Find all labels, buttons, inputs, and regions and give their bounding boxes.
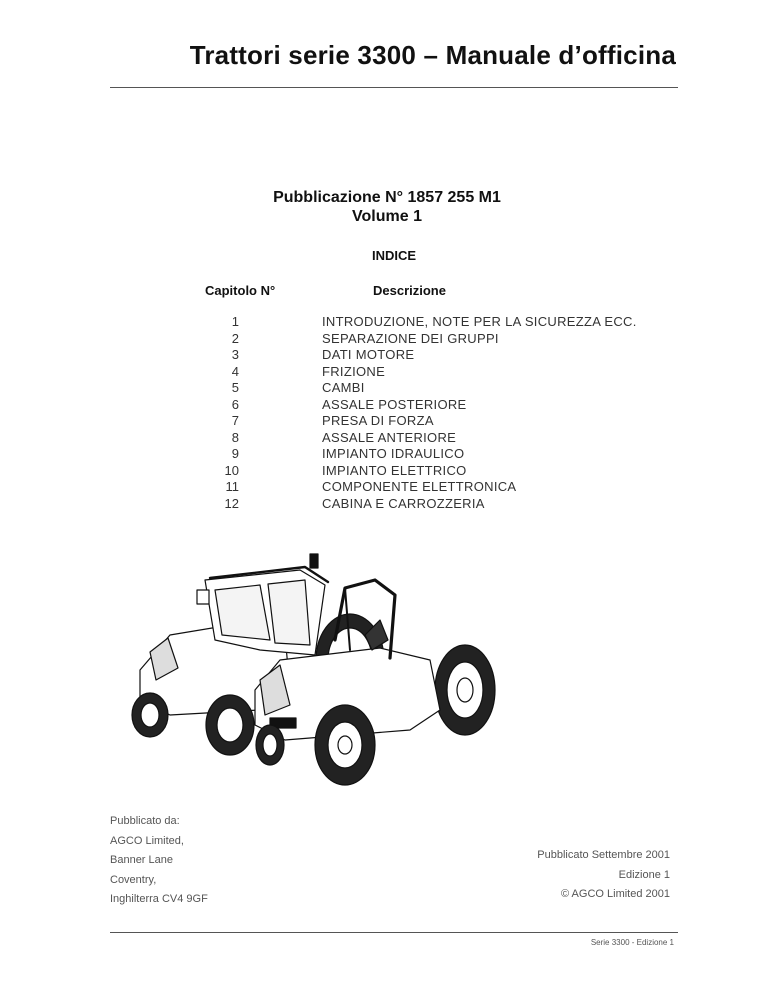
chapter-description: FRIZIONE — [322, 363, 386, 379]
publisher-block — [110, 812, 208, 910]
chapter-number: 11 — [225, 479, 239, 494]
chapter-description: CAMBI — [322, 380, 365, 395]
chapter-description: CABINA E CARROZZERIA — [322, 495, 485, 511]
edition-line: Edizione 1 — [618, 868, 670, 881]
chapter-number: 1 — [231, 314, 239, 329]
chapter-number: 9 — [231, 446, 239, 461]
chapter-description: DATI MOTORE — [322, 347, 415, 362]
chapter-description: IMPIANTO IDRAULICO — [322, 446, 465, 461]
chapter-number: 8 — [231, 429, 239, 445]
chapter-description: SEPARAZIONE DEI GRUPPI — [322, 330, 499, 346]
chapter-number: 3 — [231, 347, 239, 362]
chapter-number: 12 — [224, 495, 239, 511]
chapter-description: COMPONENTE ELETTRONICA — [322, 479, 517, 494]
chapter-description: ASSALE ANTERIORE — [322, 429, 457, 445]
chapter-description: PRESA DI FORZA — [322, 413, 434, 428]
chapter-column-header: Capitolo N° — [205, 283, 276, 298]
chapter-description: INTRODUZIONE, NOTE PER LA SICUREZZA ECC. — [322, 314, 637, 329]
chapter-number: 6 — [231, 396, 239, 412]
index-heading: INDICE — [371, 248, 417, 263]
chapter-number: 10 — [224, 462, 239, 478]
edition-line: Pubblicato Settembre 2001 — [537, 849, 670, 861]
header-divider — [110, 87, 678, 88]
publisher-line: Coventry, — [110, 873, 157, 886]
edition-line: © AGCO Limited 2001 — [561, 888, 670, 900]
page-title: Trattori serie 3300 – Manuale d’officina — [189, 40, 676, 70]
chapter-description: ASSALE POSTERIORE — [322, 396, 467, 412]
publication-volume: Volume 1 — [352, 208, 422, 225]
chapter-number: 2 — [231, 330, 239, 346]
chapter-number: 5 — [231, 380, 239, 395]
chapter-description: IMPIANTO ELETTRICO — [322, 462, 467, 478]
edition-block — [537, 846, 670, 905]
publisher-line: Pubblicato da: — [110, 815, 180, 827]
publisher-line: AGCO Limited, — [110, 834, 184, 847]
footer-divider — [110, 932, 678, 933]
chapter-number: 4 — [231, 363, 239, 379]
page-footer: Serie 3300 - Edizione 1 — [590, 938, 674, 947]
publisher-line: Banner Lane — [110, 854, 173, 866]
publisher-line: Inghilterra CV4 9GF — [110, 893, 208, 905]
publication-number: Pubblicazione N° 1857 255 M1 — [273, 189, 501, 206]
tractor-illustration — [110, 540, 510, 795]
description-column-header: Descrizione — [373, 283, 446, 298]
chapter-number: 7 — [231, 413, 239, 428]
